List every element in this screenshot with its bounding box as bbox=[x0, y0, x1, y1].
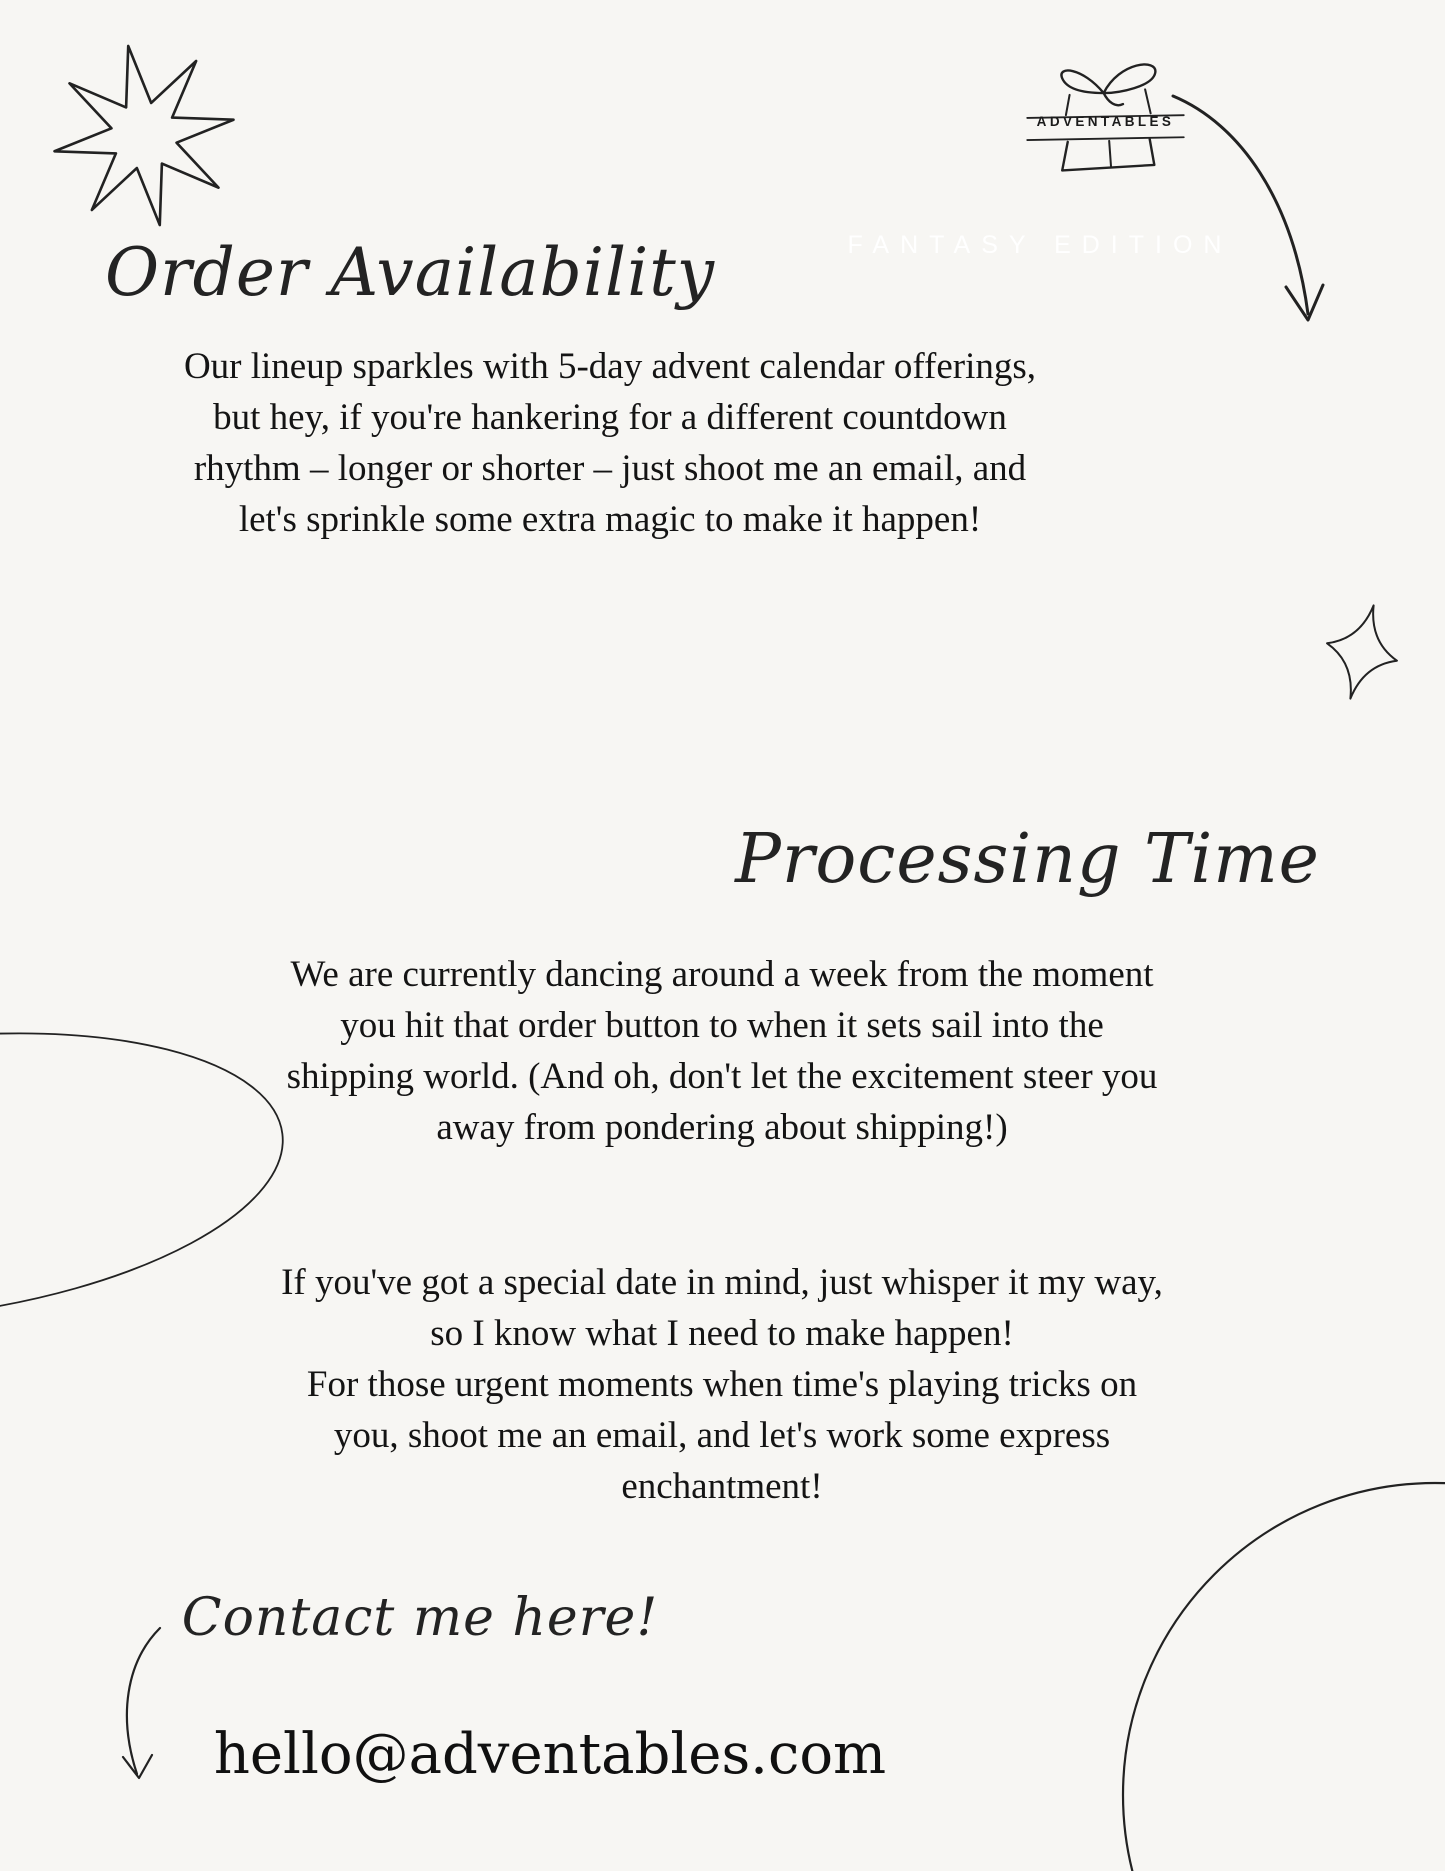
paragraph-line: rhythm – longer or shorter – just shoot me an email, and bbox=[193, 448, 1027, 489]
paragraph-line: For those urgent moments when time's playing tricks on bbox=[306, 1364, 1138, 1405]
paragraph-line: you, shoot me an email, and let's work some express bbox=[333, 1415, 1111, 1456]
paragraph-line: away from pondering about shipping!) bbox=[436, 1107, 1008, 1148]
paragraph-line: enchantment! bbox=[621, 1466, 823, 1507]
paragraph-line: If you've got a special date in mind, just whisper it my way, bbox=[281, 1262, 1163, 1303]
order-availability-heading: Order Availability bbox=[104, 234, 716, 311]
arrow-down-icon bbox=[1165, 88, 1325, 333]
brand-name: ADVENTABLES bbox=[1036, 114, 1175, 129]
paragraph-line: but hey, if you're hankering for a different countdown bbox=[213, 397, 1007, 438]
circle-outline bbox=[1050, 1470, 1445, 1871]
contact-email-link[interactable]: hello@adventables.com bbox=[213, 1722, 887, 1787]
paragraph-line: shipping world. (And oh, don't let the excitement steer you bbox=[286, 1056, 1158, 1097]
paragraph-line: you hit that order button to when it sets sail into the bbox=[340, 1005, 1104, 1046]
paragraph-line: Our lineup sparkles with 5-day advent calendar offerings, bbox=[183, 346, 1037, 387]
order-availability-paragraph bbox=[40, 341, 1180, 545]
processing-time-heading: Processing Time bbox=[735, 820, 1320, 899]
sparkle-icon bbox=[1311, 594, 1413, 710]
paragraph-line: so I know what I need to make happen! bbox=[430, 1313, 1014, 1354]
paragraph-line: let's sprinkle some extra magic to make it happen! bbox=[238, 499, 982, 540]
paragraph-line: We are currently dancing around a week from the moment bbox=[290, 954, 1154, 995]
contact-heading: Contact me here! bbox=[181, 1588, 659, 1648]
starburst-icon bbox=[48, 42, 240, 230]
edition-label: FANTASY EDITION bbox=[847, 231, 1233, 259]
